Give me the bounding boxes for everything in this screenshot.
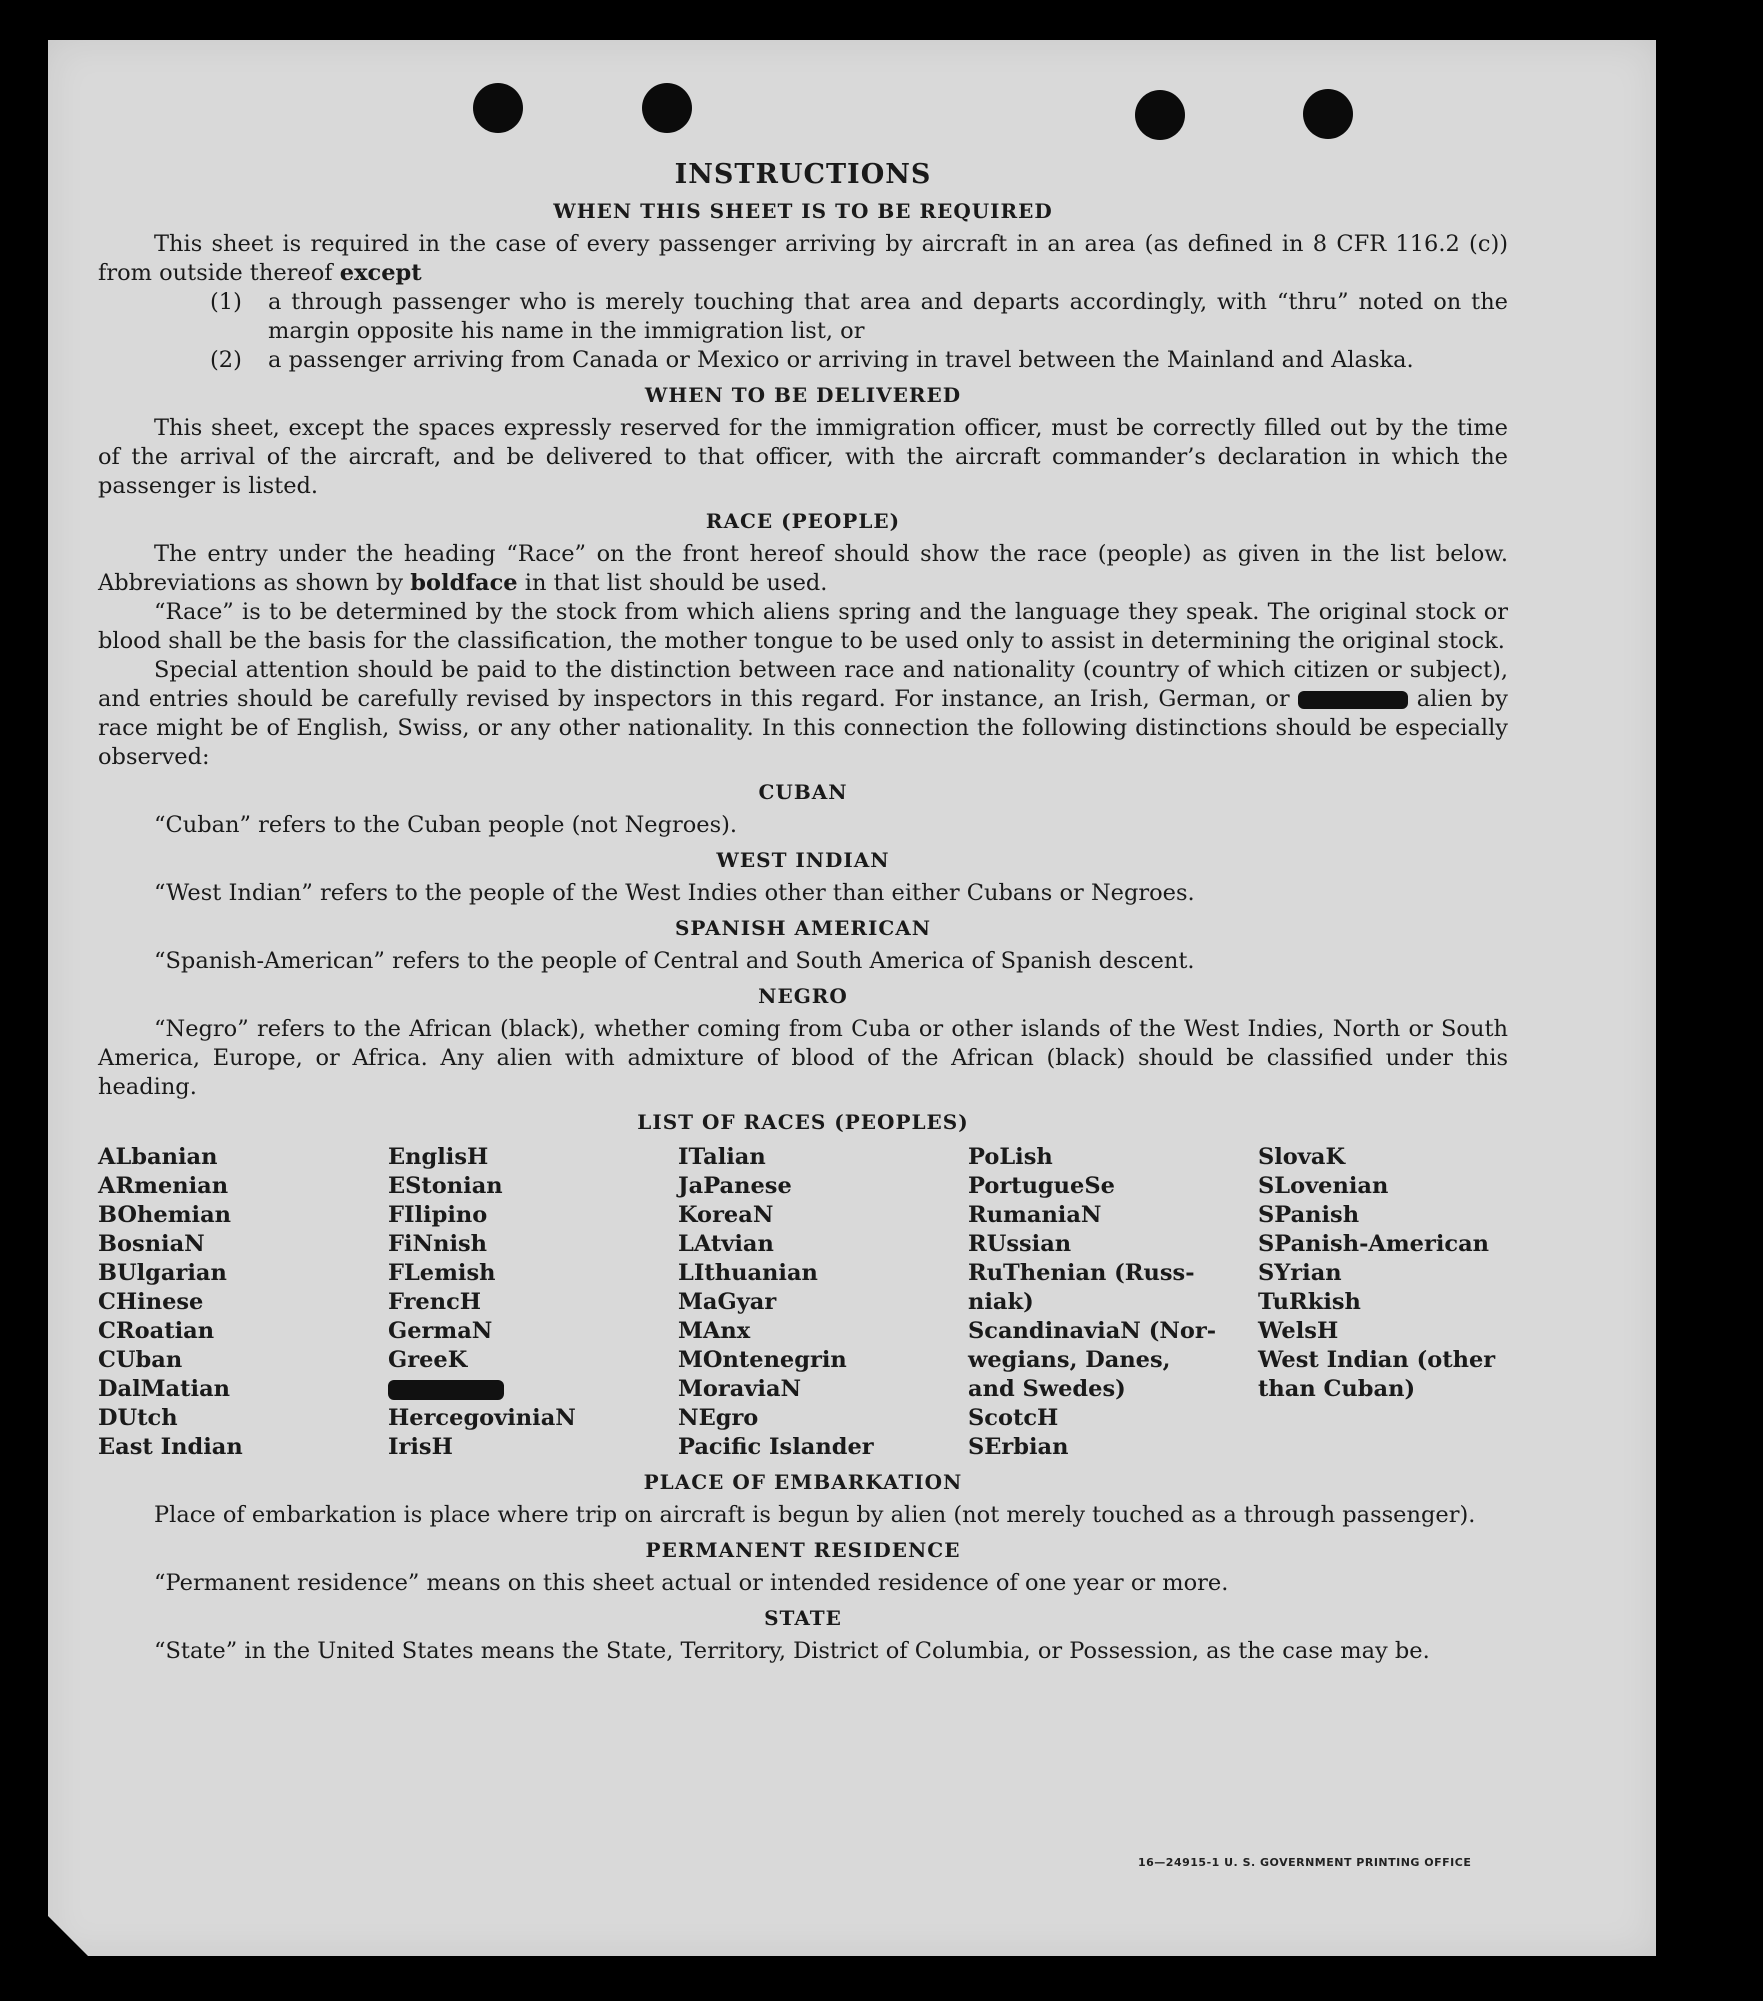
- punch-hole: [473, 83, 523, 133]
- item-text: a through passenger who is merely touching that area and departs accordingly, with “thru” noted on the margin opposite his name in the immigration list, or: [268, 289, 1508, 344]
- race-p1-text: The entry under the heading “Race” on the front hereof should show the race (people) as given in the list below. Abbreviations as shown by: [98, 541, 1508, 596]
- race-entry: TuRkish: [1258, 1289, 1361, 1315]
- races-column: [388, 1143, 678, 1462]
- races-column: [678, 1143, 968, 1462]
- race-entry: EStonian: [388, 1173, 503, 1199]
- heading-state: STATE: [764, 1606, 842, 1630]
- race-entry: East Indian: [98, 1434, 243, 1460]
- race-entry: ALbanian: [98, 1144, 218, 1170]
- race-entry: SPanish: [1258, 1202, 1360, 1228]
- negro-text: “Negro” refers to the African (black), whether coming from Cuba or other islands of the West Indies, North or South America, Europe, or Africa. Any alien with admixture of blood of the African (black) should be classified under this heading.: [98, 1016, 1508, 1100]
- race-entry: SYrian: [1258, 1260, 1342, 1286]
- race-entry: BosniaN: [98, 1231, 205, 1257]
- embarkation-text: Place of embarkation is place where trip on aircraft is begun by alien (not merely touched as a through passenger).: [154, 1502, 1476, 1528]
- race-p3-text: Special attention should be paid to the distinction between race and nationality (country of which citizen or subject), and entries should be carefully revised by inspectors in this regard. For instance, an Irish, German, or: [98, 657, 1508, 712]
- redaction-mark: [388, 1375, 678, 1404]
- race-entry: ScotcH: [968, 1405, 1059, 1431]
- races-column: [968, 1143, 1258, 1462]
- race-entry: FLemish: [388, 1260, 496, 1286]
- race-entry: LAtvian: [678, 1231, 774, 1257]
- race-paragraph-1: [98, 540, 1508, 598]
- redaction-bar: [388, 1380, 504, 1400]
- heading-required: WHEN THIS SHEET IS TO BE REQUIRED: [553, 199, 1053, 223]
- race-entry: CRoatian: [98, 1318, 215, 1344]
- race-entry: EnglisH: [388, 1144, 489, 1170]
- race-entry: CUban: [98, 1347, 183, 1373]
- race-entry: BOhemian: [98, 1202, 232, 1228]
- required-item-1: [98, 288, 1508, 346]
- heading-negro: NEGRO: [758, 984, 848, 1008]
- heading-west-indian: WEST INDIAN: [716, 848, 890, 872]
- race-p1-boldface: boldface: [410, 570, 518, 596]
- document-page: [48, 40, 1656, 1956]
- print-footer: 16—24915-1 U. S. GOVERNMENT PRINTING OFFICE: [1138, 1856, 1472, 1869]
- spanish-american-text: “Spanish-American” refers to the people of Central and South America of Spanish descent.: [154, 948, 1195, 974]
- race-entry: GermaN: [388, 1318, 493, 1344]
- race-entry: WelsH: [1258, 1318, 1339, 1344]
- race-entry: MOntenegrin: [678, 1347, 847, 1373]
- race-entry: SPanish-American: [1258, 1231, 1490, 1257]
- race-p1-text-end: in that list should be used.: [517, 570, 828, 596]
- race-entry: ITalian: [678, 1144, 766, 1170]
- heading-delivered: WHEN TO BE DELIVERED: [644, 383, 962, 407]
- race-entry: MAnx: [678, 1318, 751, 1344]
- race-entry: LIthuanian: [678, 1260, 818, 1286]
- race-entry: SlovaK: [1258, 1144, 1346, 1170]
- required-intro: [98, 230, 1508, 288]
- race-entry: West Indian (other than Cuban): [1258, 1347, 1496, 1402]
- residence-text: “Permanent residence” means on this sheet actual or intended residence of one year or more.: [154, 1570, 1229, 1596]
- heading-race: RACE (PEOPLE): [705, 509, 901, 533]
- heading-permanent-residence: PERMANENT RESIDENCE: [645, 1538, 961, 1562]
- state-text: “State” in the United States means the State, Territory, District of Columbia, or Possession, as the case may be.: [154, 1638, 1430, 1664]
- instructions-body: [98, 160, 1508, 1666]
- heading-embarkation: PLACE OF EMBARKATION: [643, 1470, 963, 1494]
- race-entry: PoLish: [968, 1144, 1053, 1170]
- races-column: [1258, 1143, 1508, 1462]
- item-number: (1): [210, 289, 242, 315]
- race-entry: GreeK: [388, 1347, 468, 1373]
- race-entry: ScandinaviaN (Nor- wegians, Danes, and Swedes): [968, 1318, 1217, 1402]
- punch-hole: [1135, 90, 1185, 140]
- race-entry: BUlgarian: [98, 1260, 227, 1286]
- race-entry: DUtch: [98, 1405, 178, 1431]
- heading-list-of-races: LIST OF RACES (PEOPLES): [637, 1110, 969, 1134]
- race-entry: FIlipino: [388, 1202, 488, 1228]
- race-entry: MaGyar: [678, 1289, 777, 1315]
- race-entry: ARmenian: [98, 1173, 229, 1199]
- heading-spanish-american: SPANISH AMERICAN: [674, 916, 932, 940]
- page-title: INSTRUCTIONS: [674, 159, 932, 190]
- race-entry: SLovenian: [1258, 1173, 1389, 1199]
- race-entry: DalMatian: [98, 1376, 231, 1402]
- race-entry: JaPanese: [678, 1173, 792, 1199]
- race-entry: FrencH: [388, 1289, 482, 1315]
- required-item-2: [98, 346, 1508, 375]
- punch-hole: [642, 83, 692, 133]
- race-entry: MoraviaN: [678, 1376, 802, 1402]
- race-paragraph-3: [98, 656, 1508, 772]
- race-entry: KoreaN: [678, 1202, 774, 1228]
- item-text: a passenger arriving from Canada or Mexico or arriving in travel between the Mainland and Alaska.: [268, 347, 1414, 373]
- delivered-text: This sheet, except the spaces expressly reserved for the immigration officer, must be correctly filled out by the time of the arrival of the aircraft, and be delivered to that officer, with the aircraft commander’s declaration in which the passenger is listed.: [98, 415, 1508, 499]
- race-entry: PortugueSe: [968, 1173, 1115, 1199]
- race-entry: CHinese: [98, 1289, 204, 1315]
- required-intro-except: except: [339, 260, 422, 286]
- races-column: [98, 1143, 388, 1462]
- redaction-mark: [1298, 691, 1408, 709]
- race-paragraph-2: “Race” is to be determined by the stock from which aliens spring and the language they speak. The original stock or blood shall be the basis for the classification, the mother tongue to be used only to assist in determining the original stock.: [98, 599, 1508, 654]
- race-entry: HercegoviniaN: [388, 1405, 576, 1431]
- race-p3-text-end: alien by race might be of English, Swiss, or any other nationality. In this connection the following distinctions should be especially observed:: [98, 686, 1508, 770]
- cuban-text: “Cuban” refers to the Cuban people (not Negroes).: [154, 812, 738, 838]
- race-entry: RUssian: [968, 1231, 1072, 1257]
- race-entry: RuThenian (Russ- niak): [968, 1260, 1195, 1315]
- race-entry: SErbian: [968, 1434, 1069, 1460]
- heading-cuban: CUBAN: [758, 780, 848, 804]
- race-entry: RumaniaN: [968, 1202, 1102, 1228]
- race-entry: Pacific Islander: [678, 1434, 874, 1460]
- item-number: (2): [210, 347, 242, 373]
- punch-hole: [1303, 89, 1353, 139]
- races-list: [98, 1143, 1508, 1462]
- folded-corner: [48, 1916, 88, 1956]
- race-entry: IrisH: [388, 1434, 453, 1460]
- west-indian-text: “West Indian” refers to the people of the West Indies other than either Cubans or Negroes.: [154, 880, 1195, 906]
- race-entry: FiNnish: [388, 1231, 488, 1257]
- required-intro-text: This sheet is required in the case of every passenger arriving by aircraft in an area (as defined in 8 CFR 116.2 (c)) from outside thereof: [98, 231, 1508, 286]
- race-entry: NEgro: [678, 1405, 759, 1431]
